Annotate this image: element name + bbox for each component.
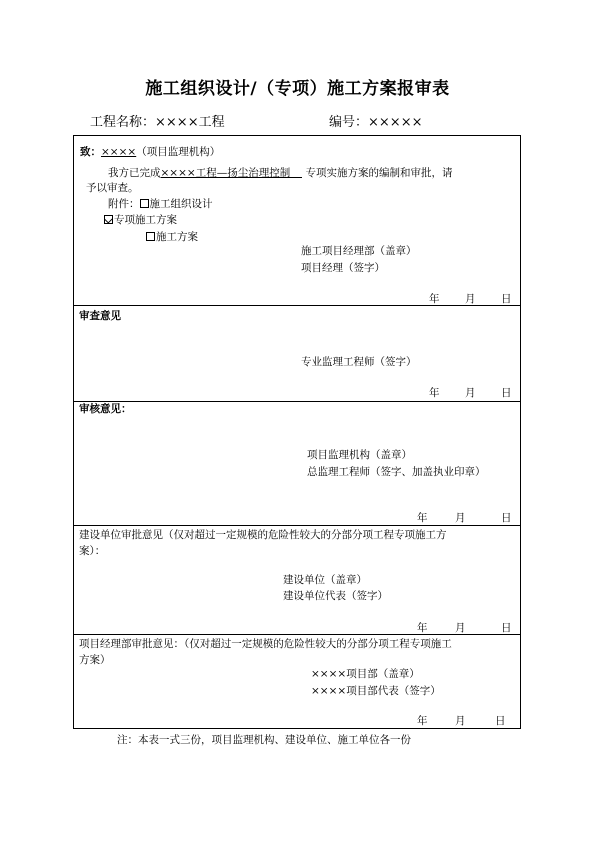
addressee-line [80, 146, 220, 159]
underline-gap [290, 167, 302, 178]
project-name-label: 工程名称： [90, 115, 156, 130]
signature-owner-rep: 建设单位代表（签字） [283, 590, 388, 602]
owner-approval-heading-cont: 案）： [79, 545, 106, 557]
to-label: 致： [80, 146, 101, 158]
signature-owner-unit: 建设单位（盖章） [283, 574, 367, 586]
submission-text [108, 167, 453, 180]
attachment-option-plan [146, 231, 198, 244]
audit-opinion-heading: 审核意见： [79, 403, 132, 415]
date-day: 日 [501, 387, 512, 399]
signature-supervision-org: 项目监理机构（盖章） [307, 449, 412, 461]
signature-supervisor-engineer: 专业监理工程师（签字） [301, 356, 417, 368]
date-year: 年 [417, 512, 428, 524]
signature-project-dept-rep: ××××项目部代表（签字） [311, 685, 441, 697]
pm-approval-heading-cont: 方案） [79, 654, 111, 666]
option-construction-design: 施工组织设计 [149, 198, 213, 210]
number-value: ××××× [368, 115, 423, 130]
date-year: 年 [429, 293, 440, 305]
date-month: 月 [455, 512, 466, 524]
date-day: 日 [495, 715, 506, 727]
number-row [329, 111, 422, 130]
checkbox-construction-design[interactable] [140, 199, 149, 208]
attachment-option-special [104, 214, 177, 227]
row-divider [73, 401, 521, 402]
pm-approval-heading: 项目经理部审批意见：（仅对超过一定规模的危险性较大的分部分项工程专项施工 [79, 638, 452, 650]
body-project-underlined: ××××工程—扬尘治理控制 [160, 167, 291, 179]
owner-approval-heading: 建设单位审批意见（仅对超过一定规模的危险性较大的分部分项工程专项施工方 [79, 529, 447, 541]
attachment-row [108, 198, 213, 211]
footnote: 注：本表一式三份，项目监理机构、建设单位、施工单位各一份 [117, 734, 411, 746]
project-name-value: ××××工程 [155, 115, 225, 130]
body-prefix: 我方已完成 [108, 167, 161, 179]
signature-dept: 施工项目经理部（盖章） [301, 245, 417, 257]
date-day: 日 [501, 622, 512, 634]
body-line2: 予以审查。 [86, 182, 139, 194]
signature-project-dept: ××××项目部（盖章） [311, 668, 420, 680]
row-divider [73, 525, 521, 526]
date-day: 日 [501, 512, 512, 524]
attachment-label: 附件： [108, 198, 140, 210]
date-month: 月 [455, 622, 466, 634]
option-construction-plan: 施工方案 [156, 231, 198, 243]
page-title: 施工组织设计/（专项）施工方案报审表 [145, 79, 450, 99]
date-month: 月 [455, 715, 466, 727]
number-label: 编号： [329, 115, 369, 130]
review-opinion-heading: 审查意见 [79, 310, 121, 322]
date-day: 日 [501, 293, 512, 305]
row-divider [73, 305, 521, 306]
body-suffix: 专项实施方案的编制和审批，请 [305, 167, 453, 179]
checkbox-construction-plan[interactable] [146, 232, 155, 241]
signature-chief-engineer: 总监理工程师（签字、加盖执业印章） [307, 466, 486, 478]
option-special-plan: 专项施工方案 [114, 214, 177, 226]
date-month: 月 [465, 293, 476, 305]
row-divider [73, 634, 521, 635]
date-year: 年 [417, 622, 428, 634]
signature-manager: 项目经理（签字） [301, 262, 385, 274]
to-suffix: （项目监理机构） [136, 146, 221, 158]
project-name-row [90, 111, 225, 130]
to-value: ×××× [101, 146, 137, 158]
date-month: 月 [465, 387, 476, 399]
date-year: 年 [429, 387, 440, 399]
date-year: 年 [417, 715, 428, 727]
checkbox-special-plan[interactable] [104, 215, 113, 224]
